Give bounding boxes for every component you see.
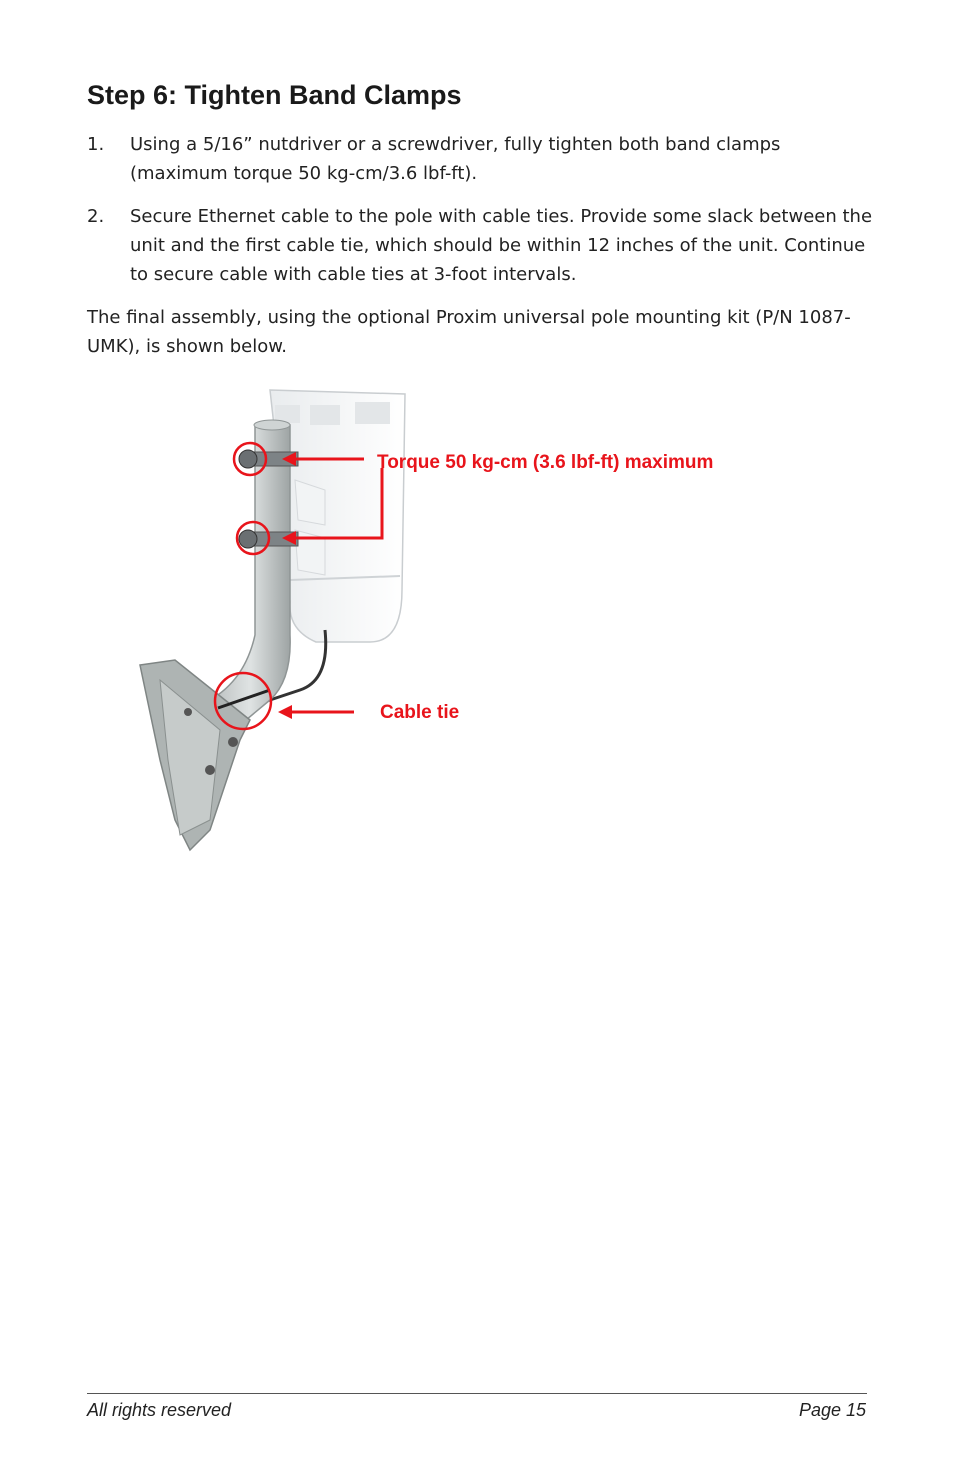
page-heading: Step 6: Tighten Band Clamps (87, 80, 462, 110)
footer-divider (87, 1393, 867, 1394)
footer-page-number: Page 15 (798, 1400, 866, 1420)
cable-tie-callout-label: Cable tie (380, 702, 460, 723)
step-text: Using a 5/16” nutdriver or a screwdriver, fully tighten both band clamps (maximum torque 50 kg-cm/3.6 lbf-ft). (130, 134, 781, 184)
step-number: 2. (87, 206, 105, 227)
step-item-2 (87, 202, 877, 289)
cable-tie-arrow (278, 705, 354, 719)
step-text: Secure Ethernet cable to the pole with cable ties. Provide some slack between the unit and the ﬁrst cable tie, which should be within 12 inches of the unit. Continue to secure cable with cable ties at 3-foot intervals. (130, 206, 873, 285)
footer-copyright: All rights reserved (87, 1400, 232, 1420)
assembly-illustration (120, 380, 820, 860)
body-paragraph: The ﬁnal assembly, using the optional Proxim universal pole mounting kit (P/N 1087-UMK), is shown below. (87, 307, 851, 357)
mounting-assembly-figure (120, 380, 820, 860)
torque-callout-label: Torque 50 kg-cm (3.6 lbf-ft) maximum (377, 452, 714, 473)
step-number: 1. (87, 134, 105, 155)
step-item-1 (87, 130, 877, 188)
